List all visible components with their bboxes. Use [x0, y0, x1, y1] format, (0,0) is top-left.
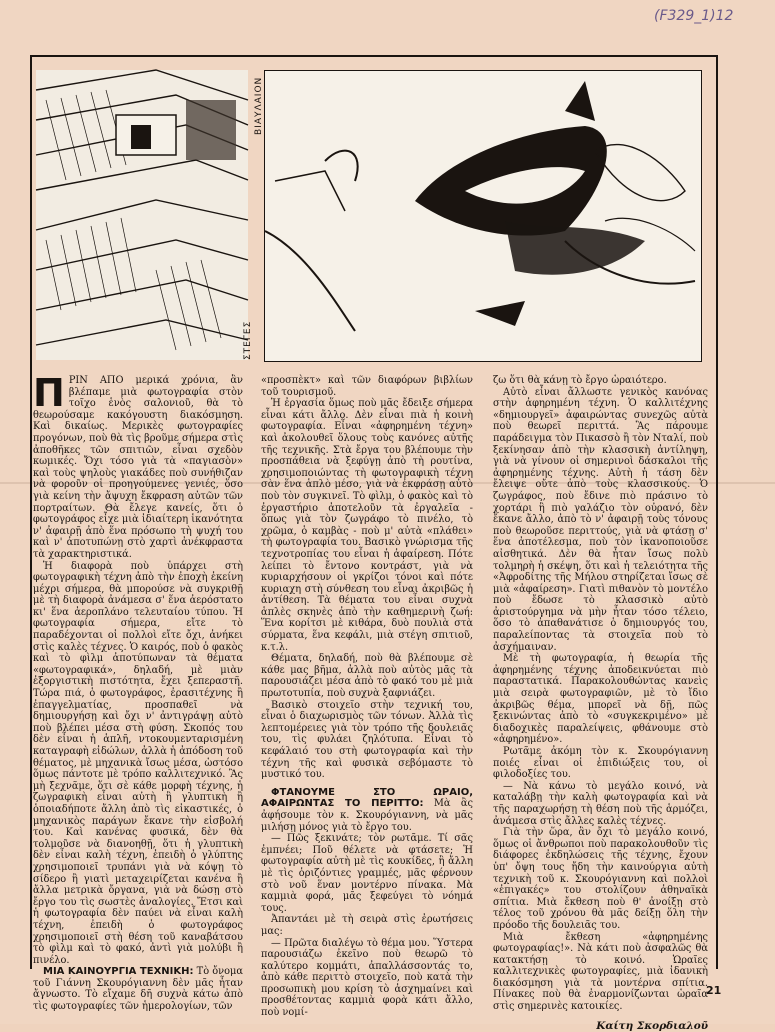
article-paragraph: Αὐτὸ εἶναι ἄλλωστε γενικὸς κανόνας στὴν ἀφηρημένη τέχνη. Ὁ καλλιτέχνης «δημιουργεῖ» ἀφαιρώντας συνεχῶς αὐτὰ ποὺ θεωρεῖ περιττά. Ἂς πάρουμε παράδειγμα τὸν Πικασσὸ ἢ τὸν Νταλί, ποὺ ξεκίνησαν ἀπὸ τὴν κλασσικὴ ἀντίληψη, γιὰ νὰ γίνουν οἱ σημερινοὶ δάσκαλοι τῆς ἀφηρημένης τέχνης. Αὐτὴ ἡ τάση δὲν ἔλειψε οὔτε ἀπὸ τοὺς κλασσικούς. Ὁ ζωγράφος, ποὺ ἔδινε πιὸ πράσινο τὸ χορτάρι ἢ πιὸ γαλάζιο τὸν οὐρανό, δὲν ἔκανε ἄλλο, ἀπὸ τὸ ν' ἀφαιρῇ τοὺς τόνους ποὺ θεωροῦσε περιττούς, γιὰ νὰ φτάσῃ σ' ἕνα ἀποτέλεσμα, ποὺ τὸν ἱκανοποιοῦσε αἰσθητικά. Δὲν θὰ ἦταν ἴσως πολὺ τολμηρὴ ἡ σκέψη, ὅτι καὶ ἡ τελειότητα τῆς «Ἀφροδίτης τῆς Μήλου στηρίζεται ἴσως σὲ μιὰ «ἀφαίρεση». Γιατὶ πιθανὸν τὸ μοντέλο ποὺ ἔδωσε τὸ κλασσικὸ αὐτὸ ἀριστούργημα νὰ μὴν ἦταν τόσο τέλειο, ὅσο τὸ ἀπαθανάτισε ὁ δημιουργός του, παραλείποντας τὰ στοιχεῖα ποὺ τὸ ἀσχήμαιναν. [493, 386, 708, 653]
article-paragraph: «προσπὲκτ» καὶ τῶν διαφόρων βιβλίων τοῦ τουρισμοῦ. [261, 375, 473, 398]
article-paragraph: Γιὰ τὴν ὥρα, ἂν ὄχι τὸ μεγάλο κοινό, ὅμως οἱ ἄνθρωποι ποὺ παρακολουθοῦν τὶς διάφορες ἐκδηλώσεις τῆς τέχνης, ἔχουν ὑπ' ὄψη τους ἤδη τὴν καινούργια αὐτὴ τεχνικὴ τοῦ κ. Σκουρόγιαννη καὶ πολλοὶ «ἐπιγακές» του στολίζουν ἀθηναϊκὰ σπίτια. Μιὰ ἔκθεση ποὺ θ' ἀνοίξῃ στὸ τέλος τοῦ χρόνου θὰ μᾶς δείξῃ ὅλη τὴν πρόοδο τῆς δουλειᾶς του. [493, 827, 708, 931]
caption-abstract: ΒΙΑΥΛΑΙΟΝ [254, 76, 264, 135]
roofs-illustration [36, 70, 248, 360]
caption-roofs: ΣΤΕΓΕΣ [243, 320, 253, 360]
drop-cap: Π [33, 371, 65, 415]
article-paragraph: Ἀπαντάει μὲ τὴ σειρὰ στὶς ἐρωτήσεις μας: [261, 914, 473, 937]
photo-abstract [264, 70, 702, 362]
article-paragraph: Ἡ διαφορὰ ποὺ ὑπάρχει στὴ φωτογραφικὴ τέχνη ἀπὸ τὴν ἐποχὴ ἐκείνη μέχρι σήμερα, θὰ μπορούσε νὰ συγκριθῇ μὲ τὴ διαφορὰ ἀνάμεσα σ' ἕνα ἀερόστατο κι' ἕνα ἀεροπλάνο τελευταίου τύπου. Ἡ φωτογραφία σήμερα, εἴτε τὸ παραδέχονται οἱ πολλοὶ εἴτε ὄχι, ἀνήκει στὶς καλὲς τέχνες. Ὁ καιρός, ποὺ ὁ φακὸς καὶ τὸ φὶλμ ἀποτύπωναν τὰ θέματα «φωτογραφικά», δηλαδή, μὲ μιὰν ἐξοργιστικὴ πιστότητα, ἔχει ξεπεραστῆ. Τώρα πιά, ὁ φωτογράφος, ἐρασιτέχνης ἢ ἐπαγγελματίας, προσπαθεῖ νὰ δημιουργήσῃ καὶ ὄχι ν' ἀντιγράψῃ αὐτὸ ποὺ βλέπει μέσα στὴ φύση. Σκοπός του δὲν εἶναι ἡ ἁπλῆ, ντοκουμενταρισμένη καταγραφὴ εἰδώλων, ἀλλὰ ἡ ἀπόδοση τοῦ θέματος, μὲ μηχανικὰ ἴσως μέσα, ὡστόσο ὅμως πάντοτε μὲ τρόπο καλλιτεχνικό. Ἂς μὴ ξεχνᾶμε, ὅτι σὲ κάθε μορφὴ τέχνης, ἡ ζωγραφικὴ εἶναι αὐτὴ ἢ γλυπτικὴ ἢ ὁποιαδήποτε ἄλλη ἀπὸ τὶς εἰκαστικές, ὁ μηχανικὸς παράγων ἔκανε τὴν εἰσβολή του. Καὶ κανένας φυσικά, δὲν θὰ τολμοῦσε νὰ διανοηθῇ, ὅτι ἡ γλυπτικὴ δὲν εἶναι καλὴ τέχνη, ἐπειδὴ ὁ γλύπτης χρησιμοποιεῖ τρυπάνι γιὰ νὰ κόψῃ τὸ σίδερο ἢ γιατὶ μεταχειρίζεται κανένα ἢ ἄλλα μετρικὰ ὄργανα, γιὰ νὰ δώσῃ στὸ ἔργο του τὶς σωστὲς ἀναλογίες. Ἔτσι καὶ ἡ φωτογραφία δὲν παύει νὰ εἶναι καλὴ τέχνη, ἐπειδὴ ὁ φωτογράφος χρησιμοποιεῖ στὴ θέση τοῦ καναβάτσου τὸ φὶλμ καὶ τὸ φακό, ἀντὶ γιὰ μολύβι ἢ πινέλο. [33, 560, 243, 966]
article-paragraph: Μὲ τὴ φωτογραφία, ἡ θεωρία τῆς ἀφηρημένης τέχνης ἀποδεικνύεται πιὸ παραστατικά. Παρακολουθώντας κανεὶς μιὰ σειρὰ φωτογραφιῶν, μὲ τὸ ἴδιο ἀκριβῶς θέμα, μπορεῖ νὰ δῇ, πῶς ξεκινώντας ἀπὸ τὸ «συγκεκριμένο» μὲ διαδοχικὲς παραλείψεις, φθάνουμε στὸ «ἀφηρημένο». [493, 653, 708, 746]
article-body [33, 371, 713, 1032]
author-signature: Καίτη Σκορδιαλοῦ [596, 1019, 708, 1032]
article-column-3 [493, 375, 708, 1032]
article-paragraph: Μιὰ ἔκθεση «ἀφηρημένης φωτογραφίας!». Νὰ κάτι ποὺ ἀσφαλῶς θὰ κατακτήσῃ τὸ κοινό. Ὡραῖες καλλιτεχνικὲς φωτογραφίες, μιὰ ἰδανικὴ διακόσμηση γιὰ τὰ μοντέρνα σπίτια. Πίνακες ποὺ θὰ ἐναρμονίζωνται ὡραῖα στὶς σημερινὲς κατοικίες. [493, 931, 708, 1013]
page-number: 21 [706, 984, 722, 997]
archive-reference: (F329_1)12 [654, 8, 734, 24]
article-paragraph: — Πῶς ξεκινάτε; τὸν ρωτᾶμε. Τί σᾶς ἐμπνέει; Ποῦ θέλετε νὰ φτάσετε; Ἡ φωτογραφία αὐτὴ μὲ τὶς κουκίδες, ἢ ἄλλη μὲ τὶς ὁριζόντιες γραμμές, μᾶς φέρνουν στὸ νοῦ ἕναν μοντέρνο πίνακα. Μὰ καμμιὰ φορά, μᾶς ξεφεύγει τὸ νόημά τους. [261, 833, 473, 914]
article-paragraph: Ἡ ἐργασία ὅμως ποὺ μᾶς ἔδειξε σήμερα εἶναι κάτι ἄλλο. Δὲν εἶναι πιὰ ἡ κοινὴ φωτογραφία. Εἶναι «ἀφηρημένη τέχνη» καὶ ἀκολουθεῖ ὅλους τοὺς κανόνες αὐτῆς τῆς τεχνικῆς. Στὰ ἔργα του βλέπουμε τὴν προσπάθεια νὰ ξεφύγῃ ἀπὸ τὴ ρουτίνα, χρησιμοποιώντας τὴ φωτογραφικὴ τέχνη σὰν ἕνα ἁπλὸ μέσο, γιὰ νὰ ἐκφράσῃ αὐτὸ ποὺ τὸν συγκινεῖ. Τὸ φὶλμ, ὁ φακὸς καὶ τὸ ἐργαστήριο ἀποτελοῦν τὰ ἐργαλεῖα - ὅπως γιὰ τὸν ζωγράφο τὸ πινέλο, τὸ χρῶμα, ὁ καμβὰς - ποὺ μ' αὐτὰ «πλάθει» τὴ φωτογραφία του. Βασικὸ γνώρισμα τῆς τεχνοτροπίας του εἶναι ἡ ἀφαίρεση. Πότε λείπει τὸ ἔντονο κοντράστ, γιὰ νὰ κυριαρχήσουν οἱ γκρίζοι τόνοι καὶ πότε κυριαχη στὴ σύνθεση του εἶναι ἀκριβῶς ἡ ἀντίθεση. Τὰ θέματα του εἶναι συχνὰ ἁπλὲς σκηνὲς ἀπὸ τὴν καθημερινὴ ζωή: Ἕνα κορίτσι μὲ κιθάρα, δυὸ πουλιὰ στὰ σύρματα, ἕνα κεφάλι, μιὰ στέγη σπιτιοῦ, κ.τ.λ. [261, 398, 473, 653]
article-paragraph: Ρωτᾶμε ἀκόμη τὸν κ. Σκουρόγιαννη ποιές εἶναι οἱ ἐπιδιώξεις του, οἱ φιλοδοξίες του. [493, 746, 708, 781]
article-column-2 [261, 375, 473, 1019]
article-paragraph: ΦΤΑΝΟΥΜΕ ΣΤΟ ΩΡΑΙΟ, ΑΦΑΙΡΩΝΤΑΣ ΤΟ ΠΕΡΙΤΤΟ: Μὰ ἂς ἀφήσουμε τὸν κ. Σκουρόγιαννη, νὰ μᾶς μιλήσῃ μόνος γιὰ τὸ ἔργο του. [261, 786, 473, 833]
article-column-1 [33, 371, 243, 1013]
article-paragraph: Θέματα, δηλαδή, ποὺ θὰ βλέπουμε σὲ κάθε μας βῆμα, ἀλλὰ ποὺ αὐτὸς μᾶς τὰ παρουσιάζει μέσα ἀπὸ τὸ φακό του μὲ μιὰ πρωτοτυπία, ποὺ συχνὰ ξαφνιάζει. [261, 653, 473, 700]
subheading: ΦΤΑΝΟΥΜΕ ΣΤΟ ΩΡΑΙΟ, ΑΦΑΙΡΩΝΤΑΣ ΤΟ ΠΕΡΙΤΤΟ: [261, 786, 473, 810]
article-paragraph: ζω ὅτι θὰ κάνῃ τὸ ἔργο ὡραιότερο. [493, 375, 667, 386]
article-paragraph: — Πρῶτα διαλέγω τὸ θέμα μου. Ὕστερα παρουσιάζω ἐκεῖνο ποὺ θεωρῶ τὸ καλύτερο κομμάτι, ἀπαλλάσσοντάς το, ἀπὸ κάθε περιττὸ στοιχεῖο, ποὺ κατὰ τὴν προσωπικὴ μου κρίση τὸ ἀσχημαίνει καὶ προσθέτοντας καμμιὰ φορὰ κάτι ἄλλο, ποὺ νομί- [261, 937, 473, 1019]
subheading: ΜΙΑ ΚΑΙΝΟΥΡΓΙΑ ΤΕΧΝΙΚΗ: [43, 966, 194, 978]
article-paragraph: ΠΡΙΝ ΑΠΟ μερικά χρόνια, ἂν βλέπαμε μιὰ φωτογραφία στὸν τοῖχο ἑνὸς σαλονιοῦ, θὰ τὸ θεωρούσαμε κακόγουστη διακόσμηση. Καὶ δικαίως. Μερικὲς φωτογραφίες προγόνων, ποὺ θὰ τὶς βροῦμε σήμερα στὶς ἀποθῆκες τῶν σπιτιῶν, εἶναι σχεδὸν κωμικές. Ὄχι τόσο γιὰ τὰ «παγιασὸν» καὶ τοὺς ψηλοὺς γιακάδες ποὺ συνήθιζαν νὰ φοροῦν οἱ προηγούμενες γενιές, ὅσο γιὰ κείνη τὴν ἄψυχη ἔκφραση αὐτῶν τῶν πορτραίτων. Θὰ ἔλεγε κανείς, ὅτι ὁ φωτογράφος εἶχε μιὰ ἰδιαίτερη ἱκανότητα ν' ἀφαιρῇ ἀπὸ ἕνα πρόσωπο τὴ ψυχή του καὶ ν' ἀποτυπώνῃ στὸ χαρτὶ ἀνέκφραστα τὰ χαρακτηριστικά. [33, 371, 243, 560]
article-paragraph: ΜΙΑ ΚΑΙΝΟΥΡΓΙΑ ΤΕΧΝΙΚΗ: Τὸ ὄνομα τοῦ Γιάννη Σκουρόγιαννη δὲν μᾶς ἦταν ἄγνωστο. Τὸ εἴχαμε δῆ συχνὰ κάτω ἀπὸ τὶς φωτογραφίες τῶν ἡμερολογίων, τῶν [33, 966, 243, 1013]
abstract-illustration [265, 71, 701, 361]
article-paragraph: — Νὰ κάνω τὸ μεγάλο κοινό, νὰ καταλάβῃ τὴν καλὴ φωτογραφία καὶ νὰ τῆς παραχωρήσῃ τὴ θέση ποὺ τῆς ἁρμόζει, ἀνάμεσα στὶς ἄλλες καλὲς τέχνες. [493, 780, 708, 827]
photo-roofs [36, 70, 248, 360]
article-paragraph: Βασικὸ στοιχεῖο στὴν τεχνική του, εἶναι ὁ διαχωρισμὸς τῶν τόνων. Ἀλλὰ τὶς λεπτομέρειες γιὰ τὸν τρόπο τῆς δουλειᾶς του, τὶς φυλάει ζηλότυπα. Εἶναι τὸ κεφάλαιό του στὴ φωτογραφία καὶ τὴν τέχνη τῆς καὶ φυσικὰ σεβόμαστε τὸ μυστικό του. [261, 699, 473, 781]
